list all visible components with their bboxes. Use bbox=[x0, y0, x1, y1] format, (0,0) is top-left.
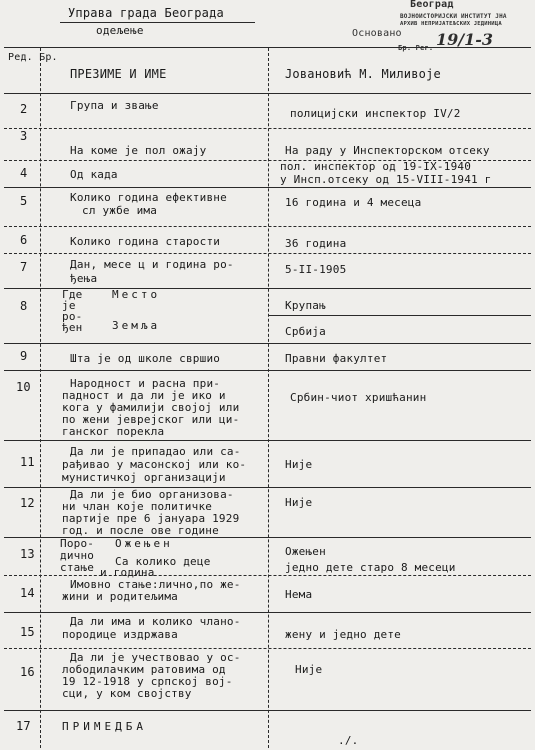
stamp-archive: АРХИВ НЕПРИЈАТЕЉСКИХ ЈЕДИНИЦА bbox=[400, 21, 502, 27]
row-number: 17 bbox=[16, 719, 31, 733]
field-value: Правни факултет bbox=[285, 352, 388, 365]
field-value: пол. инспектор од 19-IX-1940 bbox=[280, 160, 472, 173]
row-separator bbox=[4, 187, 531, 188]
handwritten-reg-number: 19/1-3 bbox=[436, 30, 494, 49]
field-label: падност и да ли је ико и bbox=[62, 389, 226, 402]
row-number: 11 bbox=[20, 455, 35, 469]
row-number: 13 bbox=[20, 547, 35, 561]
row-separator bbox=[4, 128, 531, 129]
field-value: Није bbox=[285, 496, 313, 509]
field-label: Група и звање bbox=[70, 99, 159, 112]
field-value: Ожењен bbox=[285, 545, 326, 558]
row-number: 15 bbox=[20, 625, 35, 639]
field-value: 36 година bbox=[285, 237, 347, 250]
row-number: 12 bbox=[20, 496, 35, 510]
field-label: Колико година старости bbox=[70, 235, 221, 248]
row-number: 6 bbox=[20, 233, 28, 247]
field-label: Дан, месе ц и година ро- bbox=[70, 258, 234, 271]
field-value: Није bbox=[285, 458, 313, 471]
row-separator bbox=[4, 226, 531, 227]
row-separator bbox=[4, 343, 531, 344]
stamp-reg-label: Бр. Рег. bbox=[398, 44, 434, 52]
surname-name-label: ПРЕЗИМЕ И ИМЕ bbox=[70, 67, 167, 81]
field-label: дично bbox=[60, 549, 95, 562]
stamp-received: Основано bbox=[352, 28, 402, 39]
archive-stamp bbox=[348, 0, 526, 52]
row-number: 7 bbox=[20, 260, 28, 274]
field-label: породице издржава bbox=[62, 628, 178, 641]
row-number-header: Ред. Бр. bbox=[8, 52, 58, 63]
field-label: кога у фамилији својој или bbox=[62, 401, 240, 414]
field-label: Земља bbox=[112, 319, 161, 332]
field-label: лободилачким ратовима од bbox=[62, 663, 226, 676]
field-label: ганског порекла bbox=[62, 425, 165, 438]
field-value: На раду у Инспекторском отсеку bbox=[285, 144, 490, 157]
row-separator bbox=[4, 440, 531, 441]
field-value: 5-II-1905 bbox=[285, 263, 347, 276]
stamp-city: Београд bbox=[410, 0, 454, 10]
row-number: 16 bbox=[20, 665, 35, 679]
field-value: Србин-чиот хришћанин bbox=[290, 391, 427, 404]
field-value: Није bbox=[295, 663, 323, 676]
field-label: партије пре 6 јануара 1929 bbox=[62, 512, 240, 525]
field-label: Да ли је био организова- bbox=[70, 488, 234, 501]
field-label: Од када bbox=[70, 168, 118, 181]
field-label: је bbox=[62, 299, 76, 312]
row-number: 4 bbox=[20, 166, 28, 180]
field-label: стање bbox=[60, 561, 95, 574]
field-value: 16 година и 4 месеца bbox=[285, 196, 422, 209]
field-label: ђења bbox=[70, 272, 98, 285]
field-value: полицијски инспектор IV/2 bbox=[290, 107, 461, 120]
field-label: и година bbox=[100, 566, 155, 579]
field-label: сци, у ком својству bbox=[62, 687, 192, 700]
field-label: Ожењен bbox=[115, 537, 173, 550]
field-label: На коме је пол ожају bbox=[70, 144, 207, 157]
remarks-value: ./. bbox=[338, 734, 359, 747]
row-separator bbox=[4, 93, 531, 94]
stamp-institute: ВОЈНОИСТОРИЈСКИ ИНСТИТУТ ЈНА bbox=[400, 13, 507, 20]
row-number: 10 bbox=[16, 380, 31, 394]
field-label: Шта је од школе свршио bbox=[70, 352, 221, 365]
office-title: Управа града Београда bbox=[68, 6, 224, 20]
row-separator bbox=[4, 710, 531, 711]
column-divider-value bbox=[268, 48, 269, 748]
row-separator-partial bbox=[268, 315, 531, 316]
field-label: ни члан које политичке bbox=[62, 500, 213, 513]
field-value: жену и једно дете bbox=[285, 628, 401, 641]
header-underline bbox=[60, 22, 255, 23]
field-label: 19 12-1918 у српској вој- bbox=[62, 675, 233, 688]
row-separator bbox=[4, 288, 531, 289]
field-value: Нема bbox=[285, 588, 313, 601]
field-label: по жени јеврејског или ци- bbox=[62, 413, 240, 426]
field-label: ђен bbox=[62, 321, 83, 334]
row-number: 5 bbox=[20, 194, 28, 208]
field-label: Поро- bbox=[60, 537, 95, 550]
office-department: одељење bbox=[96, 24, 144, 37]
field-value: Србија bbox=[285, 325, 326, 338]
field-label: жини и родитељима bbox=[62, 590, 178, 603]
field-label: Да ли има и колико члано- bbox=[70, 615, 241, 628]
field-value: Крупањ bbox=[285, 299, 326, 312]
row-separator bbox=[4, 612, 531, 613]
field-label: сл ужбе има bbox=[82, 204, 158, 217]
column-divider-number bbox=[40, 48, 41, 748]
field-label: Да ли је учествовао у ос- bbox=[70, 651, 241, 664]
field-label: Народност и расна при- bbox=[70, 377, 221, 390]
row-separator bbox=[4, 253, 531, 254]
field-label: мунистичкој организацији bbox=[62, 471, 226, 484]
field-value: у Инсп.отсеку од 15-VIII-1941 г bbox=[280, 173, 492, 186]
field-label: Колико година ефективне bbox=[70, 191, 227, 204]
row-number: 9 bbox=[20, 349, 28, 363]
field-label: Где bbox=[62, 288, 83, 301]
surname-name-value: Јовановић М. Миливоје bbox=[285, 67, 441, 81]
row-number: 8 bbox=[20, 299, 28, 313]
field-label: Место bbox=[112, 288, 161, 301]
field-value: једно дете старо 8 месеци bbox=[285, 561, 456, 574]
field-label: рађивао у масонској или ко- bbox=[62, 458, 247, 471]
row-number: 14 bbox=[20, 586, 35, 600]
row-separator bbox=[4, 370, 531, 371]
remarks-label: ПРИМЕДБА bbox=[62, 720, 147, 733]
field-label: год. и после ове године bbox=[62, 524, 219, 537]
row-number: 2 bbox=[20, 102, 28, 116]
row-separator bbox=[4, 575, 531, 576]
field-label: Са колико деце bbox=[115, 555, 211, 568]
row-number: 3 bbox=[20, 129, 28, 143]
field-label: Имовно стање:лично,по же- bbox=[70, 578, 241, 591]
field-label: ро- bbox=[62, 310, 83, 323]
row-separator bbox=[4, 648, 531, 649]
field-label: Да ли је припадао или са- bbox=[70, 445, 241, 458]
